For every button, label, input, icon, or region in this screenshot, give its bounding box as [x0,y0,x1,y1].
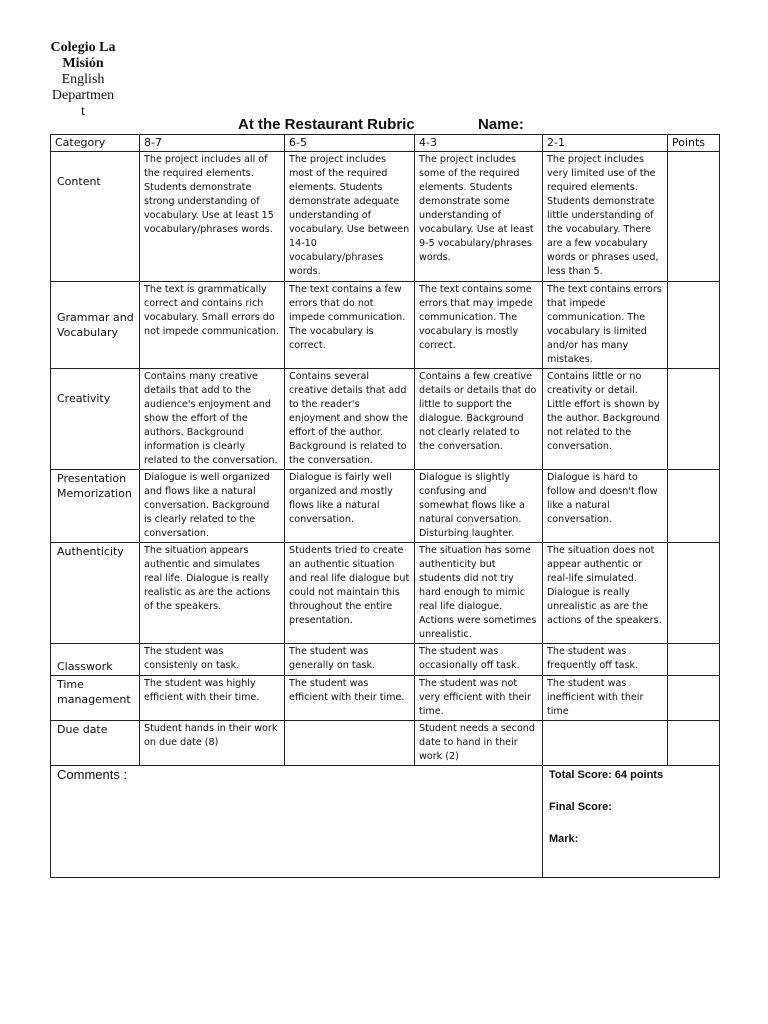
cell-classwork-2-1: The student was frequently off task. [543,644,668,676]
points-presentation[interactable] [668,470,720,543]
cell-due-8-7: Student hands in their work on due date (8) [140,721,285,766]
cell-classwork-6-5: The student was generally on task. [285,644,415,676]
table-row [51,543,720,644]
cell-classwork-8-7: The student was consistenly on task. [140,644,285,676]
table-row [51,644,720,676]
cell-presentation-4-3: Dialogue is slightly confusing and somewhat flows like a natural conversation. Disturbing laughter. [415,470,543,543]
points-grammar[interactable] [668,282,720,369]
department-line2: Departmen [51,88,115,103]
school-name-line2: Misión [62,56,104,71]
final-score-label: Final Score: [549,801,612,813]
points-due-date[interactable] [668,721,720,766]
comments-box[interactable] [51,766,543,878]
school-heading [44,40,122,120]
total-score: Total Score: 64 points [549,769,664,781]
category-presentation-memorization: Presentation Memorization [51,470,140,543]
table-row [51,721,720,766]
cell-content-8-7: The project includes all of the required elements. Students demonstrate strong understanding of vocabulary. Use at least 15 vocabulary/phrases words. [140,152,285,282]
school-name-line1: Colegio La [50,40,116,55]
cell-content-6-5: The project includes most of the required elements. Students demonstrate adequate understanding of vocabulary. Use between 14-10 vocabulary/phrases words. [285,152,415,282]
name-label: Name: [478,116,524,133]
rubric-table [50,134,720,878]
cell-time-2-1: The student was inefficient with their time [543,676,668,721]
points-authenticity[interactable] [668,543,720,644]
cell-time-6-5: The student was efficient with their time. [285,676,415,721]
points-classwork[interactable] [668,644,720,676]
score-box [543,766,720,878]
cell-content-4-3: The project includes some of the required elements. Students demonstrate some understanding of vocabulary. Use at least 9-5 vocabulary/phrases words. [415,152,543,282]
cell-grammar-8-7: The text is grammatically correct and contains rich vocabulary. Small errors do not impede communication. [140,282,285,369]
cell-authenticity-2-1: The situation does not appear authentic or real-life simulated. Dialogue is really unrealistic as are the actions of the speakers. [543,543,668,644]
category-time-management: Time management [51,676,140,721]
column-header-6-5: 6-5 [285,135,415,152]
cell-classwork-4-3: The student was occasionally off task. [415,644,543,676]
category-due-date: Due date [51,721,140,766]
footer-row [51,766,720,878]
column-header-2-1: 2-1 [543,135,668,152]
cell-grammar-4-3: The text contains some errors that may impede communication. The vocabulary is mostly correct. [415,282,543,369]
cell-presentation-8-7: Dialogue is well organized and flows like a natural conversation. Background is clearly related to the conversation. [140,470,285,543]
category-grammar-vocabulary: Grammar and Vocabulary [51,282,140,369]
table-row [51,369,720,470]
table-row [51,282,720,369]
table-row [51,676,720,721]
cell-grammar-2-1: The text contains errors that impede communication. The vocabulary is limited and/or has many mistakes. [543,282,668,369]
category-authenticity: Authenticity [51,543,140,644]
cell-grammar-6-5: The text contains a few errors that do not impede communication. The vocabulary is correct. [285,282,415,369]
cell-authenticity-4-3: The situation has some authenticity but students did not try hard enough to mimic real life dialogue. Actions were sometimes unrealistic. [415,543,543,644]
column-header-4-3: 4-3 [415,135,543,152]
cell-authenticity-8-7: The situation appears authentic and simulates real life. Dialogue is really realistic as are the actions of the speakers. [140,543,285,644]
cell-time-8-7: The student was highly efficient with their time. [140,676,285,721]
page-title: At the Restaurant Rubric [238,116,415,133]
cell-presentation-2-1: Dialogue is hard to follow and doesn't flow like a natural conversation. [543,470,668,543]
cell-creativity-2-1: Contains little or no creativity or detail. Little effort is shown by the author. Background not related to the conversation. [543,369,668,470]
column-header-8-7: 8-7 [140,135,285,152]
cell-authenticity-6-5: Students tried to create an authentic situation and real life dialogue but could not maintain this throughout the entire presentation. [285,543,415,644]
cell-creativity-8-7: Contains many creative details that add to the audience's enjoyment and show the effort of the authors. Background information is clearly related to the conversation. [140,369,285,470]
points-time[interactable] [668,676,720,721]
cell-time-4-3: The student was not very efficient with their time. [415,676,543,721]
department-line1: English [61,72,105,87]
category-creativity: Creativity [51,369,140,470]
cell-content-2-1: The project includes very limited use of the required elements. Students demonstrate little understanding of the vocabulary. There are a few vocabulary words or phrases used, less than 5. [543,152,668,282]
cell-due-2-1 [543,721,668,766]
cell-creativity-6-5: Contains several creative details that add to the reader's enjoyment and show the effort of the author. Background is related to the conversation. [285,369,415,470]
column-header-points: Points [668,135,720,152]
cell-due-6-5 [285,721,415,766]
category-classwork: Classwork [51,644,140,676]
table-row [51,470,720,543]
points-creativity[interactable] [668,369,720,470]
points-content[interactable] [668,152,720,282]
category-content: Content [51,152,140,282]
cell-due-4-3: Student needs a second date to hand in their work (2) [415,721,543,766]
mark-label: Mark: [549,833,579,845]
department-line3: t [81,104,85,119]
table-row [51,152,720,282]
comments-label: Comments : [57,767,128,782]
title-row [0,114,768,136]
cell-creativity-4-3: Contains a few creative details or details that do little to support the dialogue. Background not clearly related to the conversation. [415,369,543,470]
column-header-category: Category [51,135,140,152]
cell-presentation-6-5: Dialogue is fairly well organized and mostly flows like a natural conversation. [285,470,415,543]
header-row [51,135,720,152]
